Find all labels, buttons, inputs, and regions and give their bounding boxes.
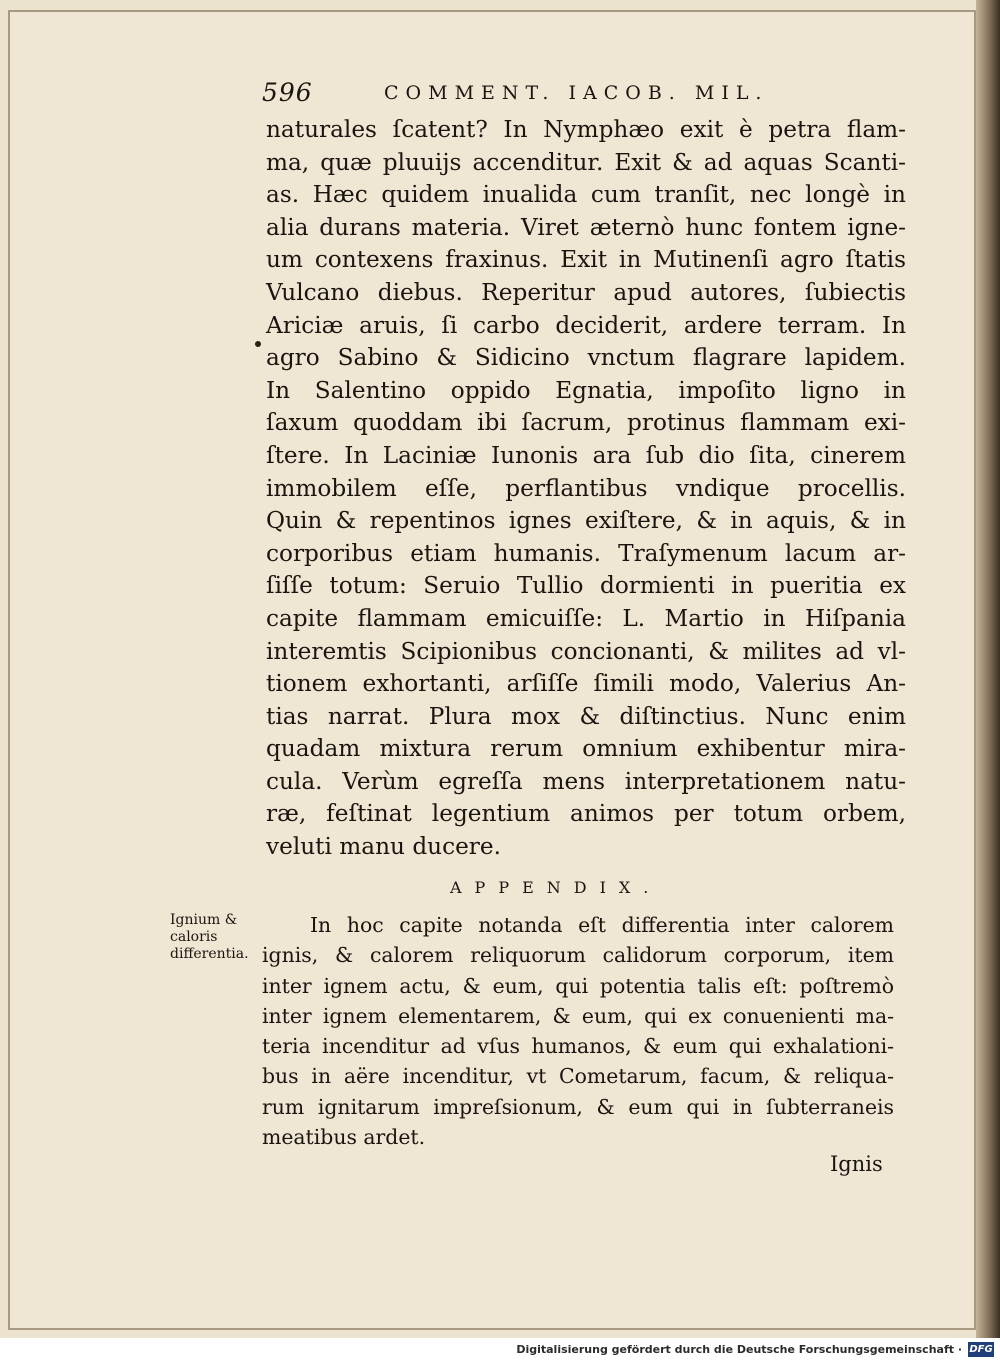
appendix-line: rum ignitarum impreſsionum, & eum qui in ſubterraneis	[262, 1094, 894, 1119]
text-line: alia durans materia. Viret æternò hunc fontem igne-	[266, 213, 906, 241]
page-number: 596	[262, 78, 313, 107]
text-line: veluti manu ducere.	[266, 833, 501, 861]
text-line: ræ, feſtinat legentium animos per totum orbem,	[266, 800, 906, 828]
text-line: immobilem eſſe, perflantibus vndique procellis.	[266, 474, 906, 502]
text-line: ſaxum quoddam ibi ſacrum, protinus flammam exi-	[266, 409, 906, 437]
text-line: interemtis Scipionibus concionanti, & milites ad vl-	[266, 637, 906, 665]
dfg-logo-icon: DFG	[969, 1344, 993, 1355]
text-line: agro Sabino & Sidicino vnctum flagrare lapidem.	[266, 344, 906, 372]
text-line: ſtere. In Laciniæ Iunonis ara ſub dio ſita, cinerem	[266, 441, 906, 469]
appendix-text-block	[262, 910, 894, 1152]
text-line: tias narrat. Plura mox & diſtinctius. Nunc enim	[266, 702, 906, 730]
text-line: cula. Verùm egreſſa mens interpretationem natu-	[266, 767, 906, 795]
text-line: ma, quæ pluuijs accenditur. Exit & ad aquas Scanti-	[266, 148, 906, 176]
text-line: Quin & repentinos ignes exiſtere, & in aquis, & in	[266, 507, 906, 535]
appendix-line: inter ignem actu, & eum, qui potentia talis eſt: poſtremò	[262, 973, 894, 998]
catchword: Ignis	[830, 1152, 883, 1176]
appendix-line: meatibus ardet.	[262, 1125, 426, 1150]
ink-mark	[255, 341, 261, 347]
text-line: um contexens fraxinus. Exit in Mutinenſi agro ſtatis	[266, 246, 906, 274]
appendix-title: APPENDIX.	[450, 878, 662, 897]
main-text-block	[266, 114, 906, 864]
text-line: quadam mixtura rerum omnium exhibentur mira-	[266, 735, 906, 763]
appendix-line: bus in aëre incenditur, vt Cometarum, facum, & reliqua-	[262, 1064, 894, 1089]
appendix-line: inter ignem elementarem, & eum, qui ex conuenienti ma-	[262, 1003, 894, 1028]
appendix-line: In hoc capite notanda eſt differentia inter calorem	[310, 913, 894, 937]
appendix-line: ignis, & calorem reliquorum calidorum corporum, item	[262, 943, 894, 968]
marginal-note: Ignium & caloris differentia.	[170, 912, 249, 962]
text-line: Vulcano diebus. Reperitur apud autores, ſubiectis	[266, 278, 906, 306]
text-line: corporibus etiam humanis. Traſymenum lacum ar-	[266, 539, 906, 567]
text-line: tionem exhortanti, arſiſſe ſimili modo, Valerius An-	[266, 670, 906, 698]
page-header	[262, 78, 822, 114]
text-line: Ariciæ aruis, ſi carbo deciderit, ardere terram. In	[266, 311, 906, 339]
footer-bar	[0, 1338, 1000, 1362]
appendix-line: teria incenditur ad vſus humanos, & eum qui exhalationi-	[262, 1034, 894, 1059]
text-line: ſiſſe totum: Seruio Tullio dormienti in pueritia ex	[266, 572, 906, 600]
book-edge	[976, 0, 1000, 1338]
text-line: naturales ſcatent? In Nymphæo exit è petra flam-	[266, 116, 906, 143]
text-line: In Salentino oppido Egnatia, impoſito ligno in	[266, 376, 906, 404]
text-line: as. Hæc quidem inualida cum tranſit, nec longè in	[266, 181, 906, 209]
funding-notice: Digitalisierung gefördert durch die Deutsche Forschungsgemeinschaft ·	[516, 1343, 962, 1356]
running-head: COMMENT. IACOB. MIL.	[384, 82, 769, 104]
text-line: capite flammam emicuiſſe: L. Martio in Hiſpania	[266, 604, 906, 632]
